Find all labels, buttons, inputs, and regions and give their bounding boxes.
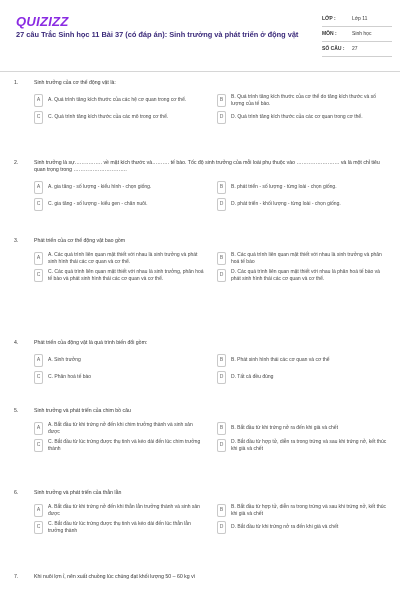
option-letter: B	[217, 354, 226, 367]
meta-table	[322, 12, 392, 57]
question-number: 6.	[14, 490, 19, 496]
option-letter: D	[217, 198, 226, 211]
question-text: Sinh trưởng là sự……………. về mặt kích thước và………. tế bào. Tốc độ sinh trưởng của mỗi loài phụ thuộc vào ……………………. và là một chỉ tiêu quan trọng trong ………………………….	[34, 160, 380, 173]
question-text: Sinh trưởng của cơ thể động vật là:	[34, 80, 116, 86]
option-d[interactable]	[217, 521, 388, 534]
question-text: Phát triển của động vật là quá trình biến đổi gồm:	[34, 340, 148, 346]
meta-row-subject	[322, 27, 392, 42]
question-number: 5.	[14, 408, 19, 414]
option-text: B. Bắt đầu từ hợp tử, diễn ra trong trứng và sau khi trứng nở, kết thúc khi già và chết	[231, 504, 387, 517]
meta-row-class	[322, 12, 392, 27]
option-c[interactable]	[34, 269, 205, 282]
option-d[interactable]	[217, 111, 388, 124]
meta-row-count	[322, 42, 392, 57]
option-letter: A	[34, 504, 43, 517]
option-letter: C	[34, 439, 43, 452]
option-text: A. Sinh trưởng	[48, 357, 81, 364]
option-letter: D	[217, 521, 226, 534]
question-2	[14, 160, 388, 211]
option-letter: B	[217, 422, 226, 435]
question-5	[14, 408, 388, 452]
question-text: Sinh trưởng và phát triển của thằn lằn	[34, 490, 122, 496]
option-a[interactable]	[34, 354, 205, 367]
option-d[interactable]	[217, 371, 388, 384]
option-text: D. Bắt đầu từ hợp tử, diễn ra trong trứng và sau khi trứng nở, kết thúc khi già và chết	[231, 439, 387, 452]
option-a[interactable]	[34, 94, 205, 107]
option-letter: D	[217, 439, 226, 452]
option-letter: C	[34, 521, 43, 534]
meta-key: SỐ CÂU :	[322, 46, 345, 52]
option-d[interactable]	[217, 269, 388, 282]
option-letter: B	[217, 252, 226, 265]
option-text: C. Các quá trình liên quan mật thiết với nhau là sinh trưởng, phân hoá tế bào và phát sinh hình thái các cơ quan và cơ thể.	[48, 269, 204, 282]
option-b[interactable]	[217, 422, 388, 435]
option-letter: C	[34, 198, 43, 211]
question-text: Sinh trưởng và phát triển của chim bồ câu	[34, 408, 131, 414]
meta-value: 27	[352, 46, 358, 52]
option-a[interactable]	[34, 181, 205, 194]
question-4	[14, 340, 388, 384]
question-number: 3.	[14, 238, 19, 244]
option-text: A. Quá trình tăng kích thước của các hệ cơ quan trong cơ thể.	[48, 97, 187, 104]
option-letter: D	[217, 269, 226, 282]
option-d[interactable]	[217, 439, 388, 452]
option-text: B. Phát sinh hình thái các cơ quan và cơ thể	[231, 357, 330, 364]
option-text: D. Bắt đầu từ khi trứng nở ra đến khi già và chết	[231, 524, 339, 531]
question-number: 2.	[14, 160, 19, 166]
quizizz-logo: QUIZIZZ	[16, 14, 69, 29]
question-7	[14, 574, 388, 581]
meta-key: MÔN :	[322, 31, 337, 37]
option-text: C. Bắt đầu từ lúc trứng được thụ tinh và kéo dài đến lúc thằn lằn trưởng thành	[48, 521, 191, 534]
option-letter: A	[34, 354, 43, 367]
option-b[interactable]	[217, 181, 388, 194]
option-d[interactable]	[217, 198, 388, 211]
meta-value: Sinh học	[352, 31, 372, 37]
option-text: D. Tất cả đều đúng	[231, 374, 274, 381]
option-letter: B	[217, 181, 226, 194]
option-text: B. Quá trình tăng kích thước của cơ thể do tăng kích thước và số lượng của tế bào.	[231, 94, 376, 107]
option-b[interactable]	[217, 94, 388, 107]
option-letter: D	[217, 111, 226, 124]
option-c[interactable]	[34, 198, 205, 211]
meta-value: Lớp 11	[352, 16, 368, 22]
question-1	[14, 80, 388, 124]
option-a[interactable]	[34, 504, 205, 517]
option-text: C. Bắt đầu từ lúc trứng được thụ tinh và kéo dài đến lúc chim trưởng thành	[48, 439, 201, 452]
option-text: C. Phân hoá tế bào	[48, 374, 92, 381]
option-text: A. Bắt đầu từ khi trứng nở đến khi chim trưởng thành và sinh sản được	[48, 422, 193, 435]
question-number: 1.	[14, 80, 19, 86]
option-c[interactable]	[34, 371, 205, 384]
option-letter: C	[34, 111, 43, 124]
option-letter: D	[217, 371, 226, 384]
option-b[interactable]	[217, 504, 388, 517]
option-text: A. Bắt đầu từ khi trứng nở đến khi thằn lằn trưởng thành và sinh sản được	[48, 504, 200, 517]
option-c[interactable]	[34, 439, 205, 452]
option-text: A. gia tăng - số lượng - kiểu hình - chọn giống.	[48, 184, 152, 191]
option-c[interactable]	[34, 521, 205, 534]
question-6	[14, 490, 388, 534]
option-letter: B	[217, 94, 226, 107]
meta-key: LỚP :	[322, 16, 336, 22]
question-text: Khi nuôi lợn ỉ, nên xuất chuồng lúc chúng đạt khối lượng 50 – 60 kg vì	[34, 574, 196, 580]
question-number: 4.	[14, 340, 19, 346]
option-a[interactable]	[34, 422, 205, 435]
option-b[interactable]	[217, 252, 388, 265]
option-text: D. Quá trình tăng kích thước của các cơ quan trong cơ thể.	[231, 114, 363, 121]
option-a[interactable]	[34, 252, 205, 265]
option-text: D. Các quá trình liên quan mật thiết với nhau là phân hoá tế bào và phát sinh hình thái các cơ quan và cơ thể.	[231, 269, 380, 282]
option-letter: A	[34, 181, 43, 194]
option-letter: C	[34, 371, 43, 384]
option-c[interactable]	[34, 111, 205, 124]
page-title: 27 câu Trắc Sinh học 11 Bài 37 (có đáp án): Sinh trưởng và phát triển ở động vật	[16, 30, 299, 39]
option-letter: A	[34, 94, 43, 107]
option-text: B. phát triển - số lượng - từng loài - chọn giống.	[231, 184, 337, 191]
option-letter: A	[34, 252, 43, 265]
option-letter: B	[217, 504, 226, 517]
page-header	[0, 0, 400, 72]
option-letter: C	[34, 269, 43, 282]
option-text: C. gia tăng - số lượng - kiểu gen - chăn nuôi.	[48, 201, 148, 208]
option-b[interactable]	[217, 354, 388, 367]
question-number: 7.	[14, 574, 19, 580]
question-3	[14, 238, 388, 282]
option-text: C. Quá trình tăng kích thước của các mô trong cơ thể.	[48, 114, 169, 121]
option-text: B. Bắt đầu từ khi trứng nở ra đến khi già và chết	[231, 425, 338, 432]
question-text: Phát triển của cơ thể động vật bao gồm	[34, 238, 126, 244]
option-text: A. Các quá trình liên quan mật thiết với nhau là sinh trưởng và phát sinh hình thái các cơ quan và cơ thể.	[48, 252, 198, 265]
option-text: B. Các quá trình liên quan mật thiết với nhau là sinh trưởng và phân hoá tế bào	[231, 252, 382, 265]
option-letter: A	[34, 422, 43, 435]
option-text: D. phát triển - khối lượng - từng loài - chọn giống.	[231, 201, 341, 208]
